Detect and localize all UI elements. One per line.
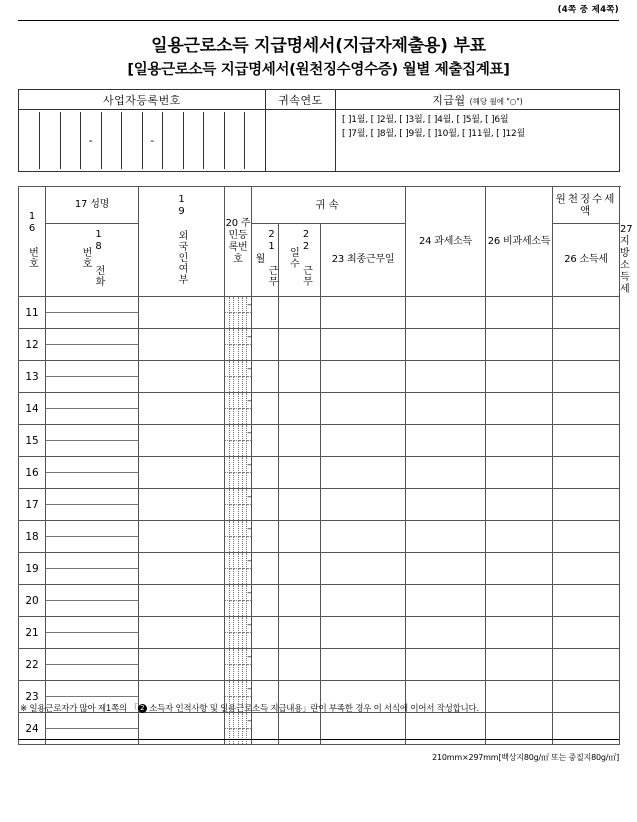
- phone-input[interactable]: [46, 441, 138, 457]
- name-phone-stack: [46, 553, 138, 584]
- info-header-row: [19, 90, 620, 110]
- resident-number-dash: –: [247, 585, 251, 601]
- resident-number-cell[interactable]: [225, 553, 252, 585]
- work-month-input[interactable]: [252, 521, 279, 553]
- income-tax-input[interactable]: [553, 329, 620, 361]
- taxable-income-input[interactable]: [406, 649, 486, 681]
- paper-spec: 210mm×297mm[백상지80g/㎡ 또는 중질지80g/㎡]: [432, 753, 619, 762]
- header-phone: 18 전화번호: [46, 224, 139, 297]
- work-days-input[interactable]: [279, 361, 321, 393]
- taxable-income-input[interactable]: [406, 457, 486, 489]
- resident-number-grid: [225, 649, 251, 680]
- table-row: [19, 489, 620, 521]
- resident-number-subrow: [225, 473, 251, 489]
- resident-number-digit[interactable]: [247, 537, 251, 553]
- work-days-input[interactable]: [279, 457, 321, 489]
- name-phone-stack: [46, 521, 138, 552]
- name-phone-stack: [46, 329, 138, 360]
- work-days-input[interactable]: [279, 617, 321, 649]
- phone-input[interactable]: [46, 505, 138, 521]
- biz-digit-9[interactable]: [245, 112, 266, 169]
- footnote-prefix: ※ 일용근로자가 많아 제1쪽의 「: [20, 704, 138, 714]
- income-tax-input[interactable]: [553, 585, 620, 617]
- nontaxable-income-input[interactable]: [486, 649, 553, 681]
- taxable-income-input[interactable]: [406, 393, 486, 425]
- resident-number-subrow: [225, 729, 251, 745]
- name-phone-stack: [46, 361, 138, 392]
- table-row: [19, 457, 620, 489]
- footnote-badge-icon: 2: [138, 704, 147, 713]
- resident-number-dash: –: [247, 425, 251, 441]
- name-phone-stack: [46, 585, 138, 616]
- last-work-day-input[interactable]: [321, 649, 406, 681]
- resident-number-digit[interactable]: [247, 473, 251, 489]
- foreigner-input[interactable]: [139, 457, 225, 489]
- name-phone-stack: [46, 457, 138, 488]
- nontaxable-income-input[interactable]: [486, 457, 553, 489]
- resident-number-grid: [225, 489, 251, 520]
- footnote-suffix: 소득자 인적사항 및 일용근로소득 지급내용」란이 부족한 경우 이 서식에 이어서 작성합니다.: [146, 704, 479, 714]
- resident-number-subrow: [225, 633, 251, 649]
- bottom-divider: [18, 739, 619, 740]
- work-days-input[interactable]: [279, 521, 321, 553]
- resident-number-subrow: [225, 297, 251, 313]
- resident-number-digit[interactable]: [247, 505, 251, 521]
- taxable-income-input[interactable]: [406, 297, 486, 329]
- nontaxable-income-input[interactable]: [486, 297, 553, 329]
- table-row: [19, 361, 620, 393]
- taxable-income-input[interactable]: [406, 553, 486, 585]
- resident-number-subrow: [225, 361, 251, 377]
- last-work-day-input[interactable]: [321, 489, 406, 521]
- name-input[interactable]: [46, 489, 138, 505]
- footnote: [20, 702, 620, 714]
- header-work-month: 21 근무월: [252, 224, 279, 297]
- nontaxable-income-input[interactable]: [486, 329, 553, 361]
- header-name: 17 성명: [46, 187, 139, 224]
- resident-number-subrow: [225, 393, 251, 409]
- resident-number-cell[interactable]: [225, 585, 252, 617]
- resident-number-digit[interactable]: [247, 313, 251, 329]
- resident-number-dash: –: [247, 393, 251, 409]
- name-input[interactable]: [46, 361, 138, 377]
- biz-digit-6[interactable]: [183, 112, 204, 169]
- income-tax-input[interactable]: [553, 553, 620, 585]
- foreigner-input[interactable]: [139, 297, 225, 329]
- foreigner-input[interactable]: [139, 521, 225, 553]
- income-tax-input[interactable]: [553, 489, 620, 521]
- foreigner-input[interactable]: [139, 649, 225, 681]
- income-tax-input[interactable]: [553, 297, 620, 329]
- resident-number-dash: –: [247, 553, 251, 569]
- row-number: 13: [19, 361, 46, 393]
- resident-number-subrow: [225, 345, 251, 361]
- resident-number-subrow: [225, 649, 251, 665]
- resident-number-grid: [225, 297, 251, 328]
- biz-digit-7[interactable]: [204, 112, 225, 169]
- income-tax-input[interactable]: [553, 649, 620, 681]
- name-phone-stack: [46, 425, 138, 456]
- foreigner-input[interactable]: [139, 617, 225, 649]
- table-row: [19, 617, 620, 649]
- name-input[interactable]: [46, 553, 138, 569]
- row-number: 21: [19, 617, 46, 649]
- foreigner-input[interactable]: [139, 393, 225, 425]
- resident-number-digit[interactable]: [247, 569, 251, 585]
- last-work-day-input[interactable]: [321, 585, 406, 617]
- work-month-input[interactable]: [252, 425, 279, 457]
- income-tax-input[interactable]: [553, 617, 620, 649]
- resident-number-cell[interactable]: [225, 457, 252, 489]
- phone-input[interactable]: [46, 313, 138, 329]
- name-phone-cell[interactable]: [46, 361, 139, 393]
- business-number-cell[interactable]: [19, 110, 266, 172]
- resident-number-subrow: [225, 713, 251, 729]
- resident-number-digit[interactable]: [247, 729, 251, 745]
- resident-number-dash: –: [247, 297, 251, 313]
- row-number: 19: [19, 553, 46, 585]
- work-month-input[interactable]: [252, 297, 279, 329]
- row-number: 24: [19, 713, 46, 745]
- resident-number-dash: –: [247, 617, 251, 633]
- resident-number-cell[interactable]: [225, 649, 252, 681]
- table-row: [19, 425, 620, 457]
- last-work-day-input[interactable]: [321, 425, 406, 457]
- resident-number-subrow: [225, 489, 251, 505]
- resident-number-subrow: [225, 521, 251, 537]
- row-number: 20: [19, 585, 46, 617]
- header-work-days: 22 근무일수: [279, 224, 321, 297]
- nontaxable-income-input[interactable]: [486, 425, 553, 457]
- name-input[interactable]: [46, 329, 138, 345]
- resident-number-cell[interactable]: [225, 329, 252, 361]
- biz-digit-1[interactable]: [40, 112, 61, 169]
- nontaxable-income-input[interactable]: [486, 361, 553, 393]
- top-divider: [18, 20, 619, 21]
- resident-number-dash: –: [247, 713, 251, 729]
- row-number: 15: [19, 425, 46, 457]
- name-input[interactable]: [46, 713, 138, 729]
- phone-input[interactable]: [46, 569, 138, 585]
- resident-number-cell[interactable]: [225, 297, 252, 329]
- name-phone-cell[interactable]: [46, 425, 139, 457]
- name-input[interactable]: [46, 521, 138, 537]
- foreigner-input[interactable]: [139, 489, 225, 521]
- name-input[interactable]: [46, 393, 138, 409]
- business-number-row: [19, 112, 265, 169]
- nontaxable-income-input[interactable]: [486, 617, 553, 649]
- resident-number-grid: [225, 425, 251, 456]
- last-work-day-input[interactable]: [321, 361, 406, 393]
- page-indicator: (4쪽 중 제4쪽): [557, 5, 619, 15]
- header-attribution-group: 귀속: [252, 187, 406, 224]
- header-taxable-income: 24 과세소득: [406, 187, 486, 297]
- resident-number-digit[interactable]: [247, 665, 251, 681]
- phone-input[interactable]: [46, 601, 138, 617]
- header-last-work-day: 23 최종근무일: [321, 224, 406, 297]
- work-month-input[interactable]: [252, 553, 279, 585]
- work-days-input[interactable]: [279, 425, 321, 457]
- phone-input[interactable]: [46, 377, 138, 393]
- resident-number-subrow: [225, 441, 251, 457]
- name-phone-cell[interactable]: [46, 393, 139, 425]
- table-row: [19, 521, 620, 553]
- resident-number-cell[interactable]: [225, 361, 252, 393]
- name-phone-stack: [46, 393, 138, 424]
- work-month-input[interactable]: [252, 585, 279, 617]
- work-month-input[interactable]: [252, 649, 279, 681]
- work-days-input[interactable]: [279, 329, 321, 361]
- resident-number-digit[interactable]: [247, 601, 251, 617]
- phone-input[interactable]: [46, 345, 138, 361]
- row-number: 23: [19, 681, 46, 713]
- name-phone-stack: [46, 489, 138, 520]
- resident-number-dash: –: [247, 329, 251, 345]
- work-days-input[interactable]: [279, 489, 321, 521]
- last-work-day-input[interactable]: [321, 457, 406, 489]
- biz-digit-3[interactable]: [101, 112, 122, 169]
- phone-input[interactable]: [46, 633, 138, 649]
- table-body: [19, 297, 620, 745]
- resident-number-digit[interactable]: [247, 409, 251, 425]
- resident-number-subrow: [225, 585, 251, 601]
- resident-number-digit[interactable]: [247, 377, 251, 393]
- biz-digit-8[interactable]: [224, 112, 245, 169]
- payment-month-row-2[interactable]: [ ]7월, [ ]8월, [ ]9월, [ ]10월, [ ]11월, [ ]12월: [342, 128, 526, 139]
- nontaxable-income-input[interactable]: [486, 521, 553, 553]
- resident-number-subrow: [225, 569, 251, 585]
- last-work-day-input[interactable]: [321, 521, 406, 553]
- resident-number-subrow: [225, 377, 251, 393]
- resident-number-subrow: [225, 601, 251, 617]
- name-input[interactable]: [46, 585, 138, 601]
- payment-month-row-1[interactable]: [ ]1월, [ ]2월, [ ]3월, [ ]4월, [ ]5월, [ ]6월: [342, 115, 509, 125]
- row-number: 22: [19, 649, 46, 681]
- name-phone-stack: [46, 649, 138, 680]
- row-number: 18: [19, 521, 46, 553]
- resident-number-subrow: [225, 681, 251, 697]
- resident-number-cell[interactable]: [225, 489, 252, 521]
- work-month-input[interactable]: [252, 617, 279, 649]
- payment-detail-table: 16 번호 17 성명 19 외국인여부 20 주민등록번호 귀속 24 과세소득 26 비과세소득 원천징수세액 18 전화번호 21 근무월 22 근무일수 23 최종근무일 26 소득세 27 지방소득세 11 – 12 – 13 – 14 – 15 – 16 – 17 – 18 – 19 – 20 – 21 – 22 – 23 – 24 –: [18, 186, 620, 745]
- table-row: [19, 297, 620, 329]
- income-tax-input[interactable]: [553, 457, 620, 489]
- name-phone-cell[interactable]: [46, 617, 139, 649]
- phone-input[interactable]: [46, 409, 138, 425]
- table-row: [19, 393, 620, 425]
- tax-year-value[interactable]: [266, 110, 336, 172]
- foreigner-input[interactable]: [139, 329, 225, 361]
- resident-number-dash: –: [247, 649, 251, 665]
- name-phone-cell[interactable]: [46, 297, 139, 329]
- name-input[interactable]: [46, 457, 138, 473]
- info-table: [18, 89, 620, 172]
- resident-number-grid: [225, 521, 251, 552]
- resident-number-subrow: [225, 425, 251, 441]
- resident-number-dash: –: [247, 489, 251, 505]
- taxable-income-input[interactable]: [406, 489, 486, 521]
- nontaxable-income-input[interactable]: [486, 489, 553, 521]
- header-seq-no: 16 번호: [19, 187, 46, 297]
- resident-number-cell[interactable]: [225, 393, 252, 425]
- resident-number-dash: –: [247, 681, 251, 697]
- table-row: [19, 585, 620, 617]
- resident-number-grid: [225, 393, 251, 424]
- name-phone-stack: [46, 297, 138, 328]
- biz-digit-2[interactable]: [60, 112, 81, 169]
- resident-number-cell[interactable]: [225, 617, 252, 649]
- resident-number-dash: –: [247, 361, 251, 377]
- info-value-row: [19, 110, 620, 172]
- nontaxable-income-input[interactable]: [486, 393, 553, 425]
- name-phone-cell[interactable]: [46, 521, 139, 553]
- main-header-row-1: [19, 187, 620, 224]
- taxable-income-input[interactable]: [406, 521, 486, 553]
- resident-number-dash: –: [247, 457, 251, 473]
- resident-number-digit[interactable]: [247, 633, 251, 649]
- resident-number-subrow: [225, 537, 251, 553]
- name-phone-stack: [46, 617, 138, 648]
- taxable-income-input[interactable]: [406, 361, 486, 393]
- taxable-income-input[interactable]: [406, 329, 486, 361]
- name-phone-cell[interactable]: [46, 649, 139, 681]
- work-month-input[interactable]: [252, 393, 279, 425]
- taxable-income-input[interactable]: [406, 425, 486, 457]
- payment-month-note: (해당 월에 "○"): [469, 96, 523, 106]
- phone-input[interactable]: [46, 537, 138, 553]
- foreigner-input[interactable]: [139, 585, 225, 617]
- header-nontaxable-income: 26 비과세소득: [486, 187, 553, 297]
- header-foreigner: 19 외국인여부: [139, 187, 225, 297]
- work-days-input[interactable]: [279, 553, 321, 585]
- resident-number-subrow: [225, 457, 251, 473]
- payment-month-header: [336, 90, 620, 110]
- resident-number-dash: –: [247, 521, 251, 537]
- biz-digit-5[interactable]: [163, 112, 184, 169]
- phone-input[interactable]: [46, 473, 138, 489]
- last-work-day-input[interactable]: [321, 329, 406, 361]
- page-subtitle: [일용근로소득 지급명세서(원천징수영수증) 월별 제출집계표]: [127, 62, 510, 78]
- last-work-day-input[interactable]: [321, 617, 406, 649]
- resident-number-subrow: [225, 313, 251, 329]
- resident-number-cell[interactable]: [225, 521, 252, 553]
- resident-number-digit[interactable]: [247, 441, 251, 457]
- name-input[interactable]: [46, 617, 138, 633]
- name-phone-cell[interactable]: [46, 585, 139, 617]
- row-number: 17: [19, 489, 46, 521]
- phone-input[interactable]: [46, 665, 138, 681]
- foreigner-input[interactable]: [139, 361, 225, 393]
- header-withholding-group: 원천징수세액: [553, 187, 620, 224]
- income-tax-input[interactable]: [553, 361, 620, 393]
- tax-year-header: 귀속연도: [266, 90, 336, 110]
- table-row: [19, 649, 620, 681]
- payment-month-label: 지급월: [432, 93, 466, 107]
- name-phone-cell[interactable]: [46, 457, 139, 489]
- last-work-day-input[interactable]: [321, 393, 406, 425]
- business-number-header: 사업자등록번호: [19, 90, 266, 110]
- foreigner-input[interactable]: [139, 425, 225, 457]
- resident-number-grid: [225, 585, 251, 616]
- business-number-grid: [19, 112, 265, 169]
- header-income-tax: 26 소득세: [553, 224, 620, 297]
- resident-number-grid: [225, 329, 251, 360]
- nontaxable-income-input[interactable]: [486, 553, 553, 585]
- income-tax-input[interactable]: [553, 425, 620, 457]
- row-number: 11: [19, 297, 46, 329]
- last-work-day-input[interactable]: [321, 297, 406, 329]
- row-number: 12: [19, 329, 46, 361]
- resident-number-grid: [225, 457, 251, 488]
- name-phone-cell[interactable]: [46, 329, 139, 361]
- biz-digit-4[interactable]: [122, 112, 143, 169]
- phone-input[interactable]: [46, 729, 138, 745]
- resident-number-digit[interactable]: [247, 345, 251, 361]
- resident-number-subrow: [225, 409, 251, 425]
- resident-number-grid: [225, 553, 251, 584]
- resident-number-cell[interactable]: [225, 425, 252, 457]
- work-month-input[interactable]: [252, 457, 279, 489]
- name-input[interactable]: [46, 425, 138, 441]
- resident-number-subrow: [225, 505, 251, 521]
- taxable-income-input[interactable]: [406, 585, 486, 617]
- work-month-input[interactable]: [252, 329, 279, 361]
- work-month-input[interactable]: [252, 361, 279, 393]
- biz-dash-1: -: [142, 112, 163, 169]
- nontaxable-income-input[interactable]: [486, 585, 553, 617]
- work-days-input[interactable]: [279, 585, 321, 617]
- name-input[interactable]: [46, 297, 138, 313]
- name-input[interactable]: [46, 649, 138, 665]
- taxable-income-input[interactable]: [406, 617, 486, 649]
- resident-number-subrow: [225, 553, 251, 569]
- header-resident-number: 20 주민등록번호: [225, 187, 252, 297]
- name-phone-cell[interactable]: [46, 553, 139, 585]
- row-number: 16: [19, 457, 46, 489]
- last-work-day-input[interactable]: [321, 553, 406, 585]
- work-days-input[interactable]: [279, 393, 321, 425]
- page-title: 일용근로소득 지급명세서(지급자제출용) 부표: [151, 36, 486, 56]
- name-phone-cell[interactable]: [46, 489, 139, 521]
- resident-number-subrow: [225, 329, 251, 345]
- work-days-input[interactable]: [279, 297, 321, 329]
- payment-month-checkboxes[interactable]: [336, 110, 620, 172]
- work-days-input[interactable]: [279, 649, 321, 681]
- name-input[interactable]: [46, 681, 138, 697]
- foreigner-input[interactable]: [139, 553, 225, 585]
- resident-number-subrow: [225, 665, 251, 681]
- biz-digit-0[interactable]: [19, 112, 40, 169]
- resident-number-grid: [225, 361, 251, 392]
- work-month-input[interactable]: [252, 489, 279, 521]
- resident-number-grid: [225, 617, 251, 648]
- row-number: 14: [19, 393, 46, 425]
- income-tax-input[interactable]: [553, 521, 620, 553]
- table-row: [19, 329, 620, 361]
- table-row: [19, 553, 620, 585]
- income-tax-input[interactable]: [553, 393, 620, 425]
- biz-dash-0: -: [81, 112, 102, 169]
- resident-number-subrow: [225, 617, 251, 633]
